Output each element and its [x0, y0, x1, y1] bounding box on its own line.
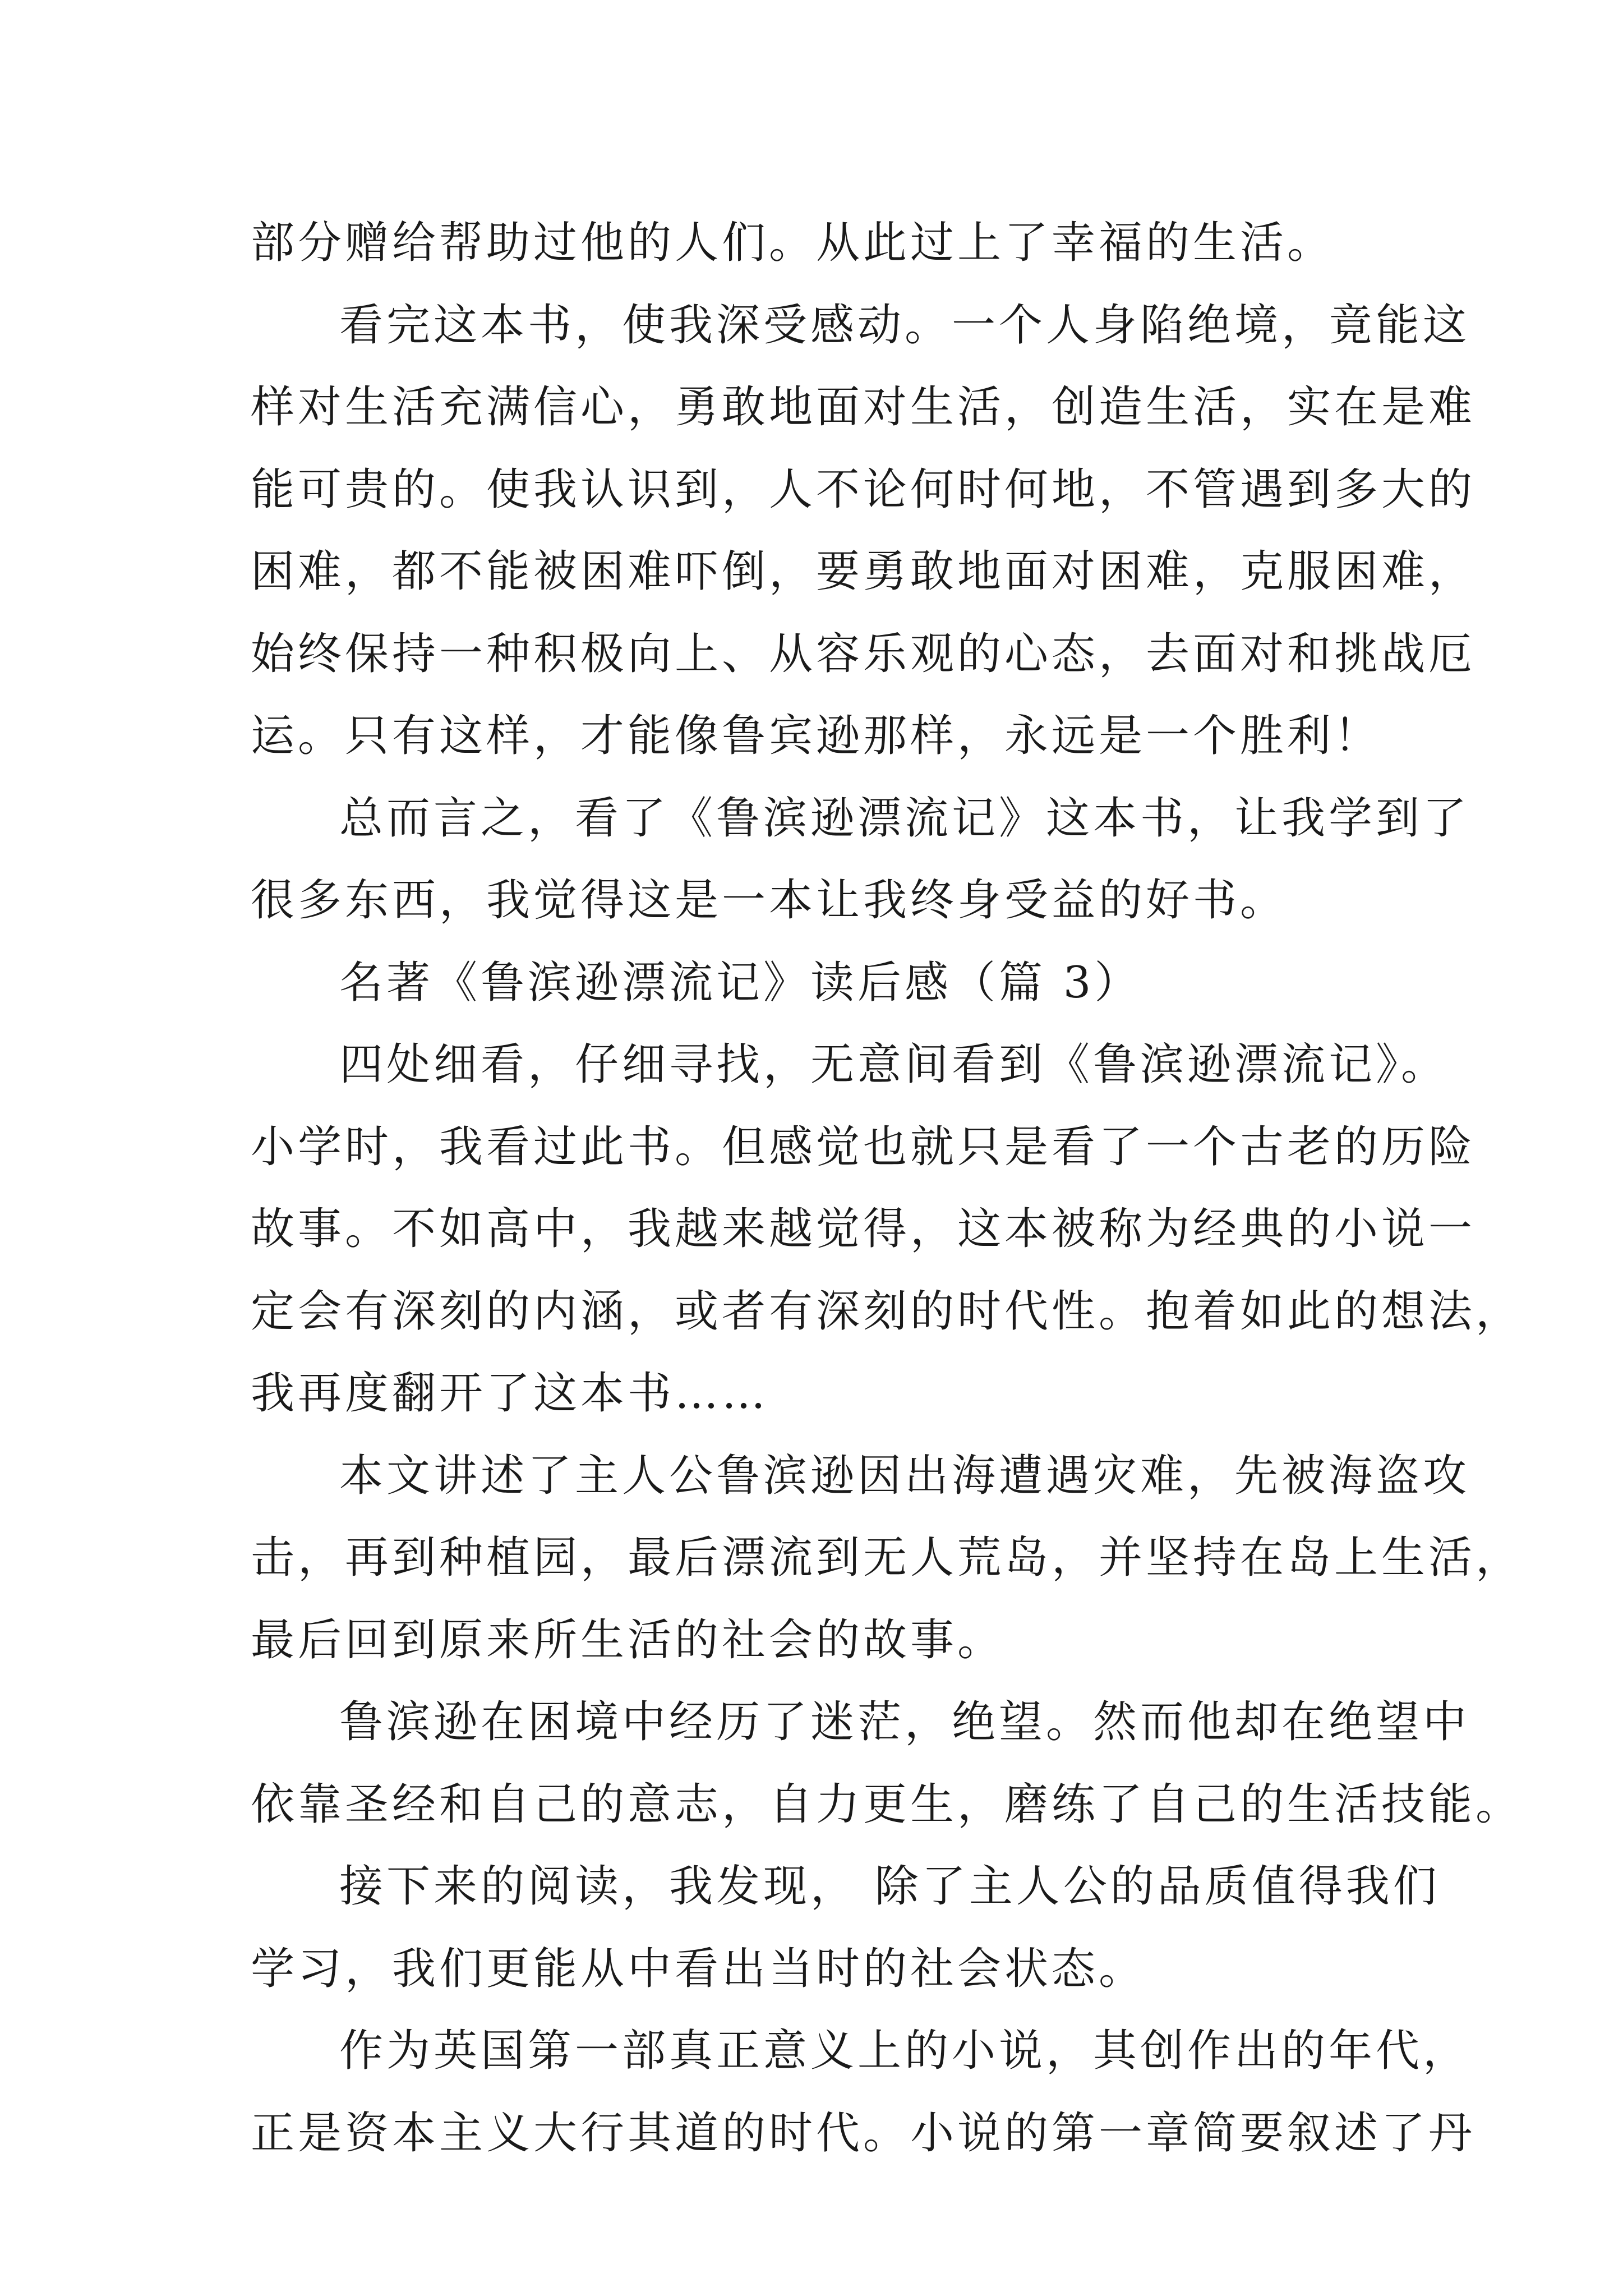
text-line: 本文讲述了主人公鲁滨逊因出海遭遇灾难，先被海盗攻: [339, 1450, 1470, 1501]
text-line: 正是资本主义大行其道的时代。小说的第一章简要叙述了丹: [251, 2108, 1476, 2159]
text-line: 鲁滨逊在困境中经历了迷茫，绝望。然而他却在绝望中: [339, 1697, 1470, 1747]
text-line: 接下来的阅读，我发现， 除了主人公的品质值得我们: [339, 1861, 1440, 1912]
text-line: 总而言之，看了《鲁滨逊漂流记》这本书，让我学到了: [339, 793, 1470, 844]
text-line: 依靠圣经和自己的意志，自力更生，磨练了自己的生活技能。: [251, 1779, 1523, 1830]
text-line: 学习，我们更能从中看出当时的社会状态。: [251, 1943, 1146, 1994]
body-text: [251, 202, 1523, 2174]
text-line: 看完这本书，使我深受感动。一个人身陷绝境，竟能这: [339, 300, 1470, 351]
text-line: 定会有深刻的内涵，或者有深刻的时代性。抱着如此的想法，: [251, 1286, 1523, 1337]
text-line: 困难，都不能被困难吓倒，要勇敢地面对困难，克服困难，: [251, 546, 1476, 597]
text-line: 我再度翻开了这本书……: [251, 1368, 769, 1419]
text-line: 样对生活充满信心，勇敢地面对生活，创造生活，实在是难: [251, 382, 1476, 432]
text-line: 故事。不如高中，我越来越觉得，这本被称为经典的小说一: [251, 1204, 1476, 1254]
text-line: 作为英国第一部真正意义上的小说，其创作出的年代，: [339, 2026, 1470, 2076]
text-line: 四处细看，仔细寻找，无意间看到《鲁滨逊漂流记》。: [339, 1039, 1449, 1090]
text-line: 最后回到原来所生活的社会的故事。: [251, 1614, 1005, 1665]
text-line: 始终保持一种积极向上、从容乐观的心态，去面对和挑战厄: [251, 628, 1476, 679]
text-line: 部分赠给帮助过他的人们。从此过上了幸福的生活。: [251, 218, 1335, 268]
text-line: 运。只有这样，才能像鲁宾逊那样，永远是一个胜利！: [251, 711, 1382, 761]
text-line: 能可贵的。使我认识到，人不论何时何地，不管遇到多大的: [251, 464, 1476, 515]
text-line: 击，再到种植园，最后漂流到无人荒岛，并坚持在岛上生活，: [251, 1533, 1523, 1583]
text-line: 小学时，我看过此书。但感觉也就只是看了一个古老的历险: [251, 1121, 1476, 1172]
text-line: 很多东西，我觉得这是一本让我终身受益的好书。: [251, 875, 1288, 926]
section-heading: 名著《鲁滨逊漂流记》读后感（篇 3）: [339, 957, 1142, 1008]
